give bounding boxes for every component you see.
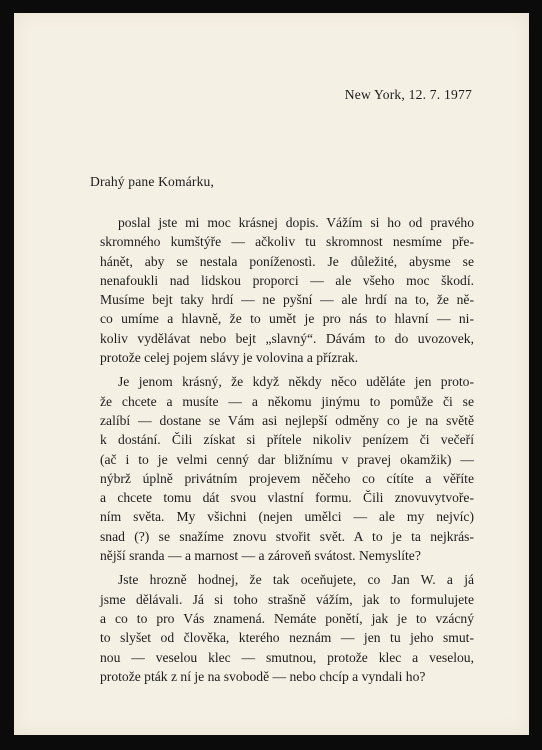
paragraph-1-line-2: skromného kumštýře — ačkoliv tu skromnost nesmíme pře-: [100, 234, 474, 250]
salutation: Drahý pane Komárku,: [90, 174, 215, 189]
dateline: New York, 12. 7. 1977: [344, 87, 472, 102]
paragraph-2-line-8: ním světa. My všichni (nejen umělci — ale my nejvíc): [100, 509, 474, 525]
paragraph-3-line-5: nou — veselou klec — smutnou, protože klec a veselou,: [100, 649, 474, 665]
paragraph-2-line-4: k dostání. Čili získat si přítele nikoliv penízem či večeří: [100, 432, 474, 448]
paragraph-2-line-1: Je jenom krásný, že když někdy něco uděláte jen proto-: [118, 374, 474, 390]
paragraph-1-line-4: nenafoukli nad lidskou proporci — ale všeho moc škodí.: [100, 272, 474, 288]
paragraph-1-line-5: Musíme bejt taky hrdí — ne pyšní — ale hrdí na to, že ně-: [100, 292, 474, 308]
paragraph-1-line-8: protože celej pojem slávy je volovina a přízrak.: [100, 350, 359, 366]
paragraph-1-line-6: co umíme a hlavně, že to umět je pro nás to hlavní — ni-: [100, 311, 474, 327]
paragraph-1-line-3: hánět, aby se nestala poníženostì. Je důležité, abysme se: [100, 253, 474, 269]
paragraph-2-line-7: a chcete tomu dát svou vlastní formu. Čili znovuvytvoře-: [100, 490, 474, 506]
letter-sheet: [14, 13, 529, 735]
paragraph-1-line-7: koliv vydělávat nebo bejt „slavný“. Dávám to do uvozovek,: [100, 330, 474, 346]
paragraph-2-line-6: nýbrž úplně privátním projevem něčeho co cítíte a věříte: [100, 470, 474, 486]
paragraph-2-line-2: že chcete a musíte — a někomu jinýmu to pomůže či se: [100, 393, 474, 409]
paragraph-3-line-1: Jste hrozně hodnej, že tak oceňujete, co Jan W. a já: [118, 572, 474, 588]
paragraph-1-line-1: poslal jste mi moc krásnej dopis. Vážím si ho od pravého: [118, 215, 474, 230]
paragraph-3-line-4: to slyšet od člověka, kterého neznám — jen tu jeho smut-: [100, 630, 474, 646]
letter-content: [14, 13, 529, 735]
paragraph-3-line-6: protože pták z ní je na svobodě — nebo chcíp a vyndali ho?: [100, 668, 426, 684]
paragraph-2-line-5: (ač i to je velmi cenný dar bližnímu v pravej okamžik) —: [100, 451, 474, 467]
paragraph-2-line-10: nější sranda — a marnost — a zároveň svátost. Nemyslíte?: [100, 548, 421, 564]
paragraph-2-line-3: zalíbí — dostane se Vám asi nejlepší odměny co je na světě: [100, 412, 474, 428]
paragraph-3-line-2: jsme dělávali. Já si toho strašně vážím, jak to formulujete: [100, 591, 474, 607]
letter-body: [100, 213, 474, 686]
paragraph-3-line-3: a co to pro Vás znamená. Nemáte ponětí, jak je to vzácný: [100, 610, 474, 626]
paragraph-2-line-9: snad (?) se snažíme znovu stvořit svět. A to je ta nejkrás-: [100, 528, 474, 544]
